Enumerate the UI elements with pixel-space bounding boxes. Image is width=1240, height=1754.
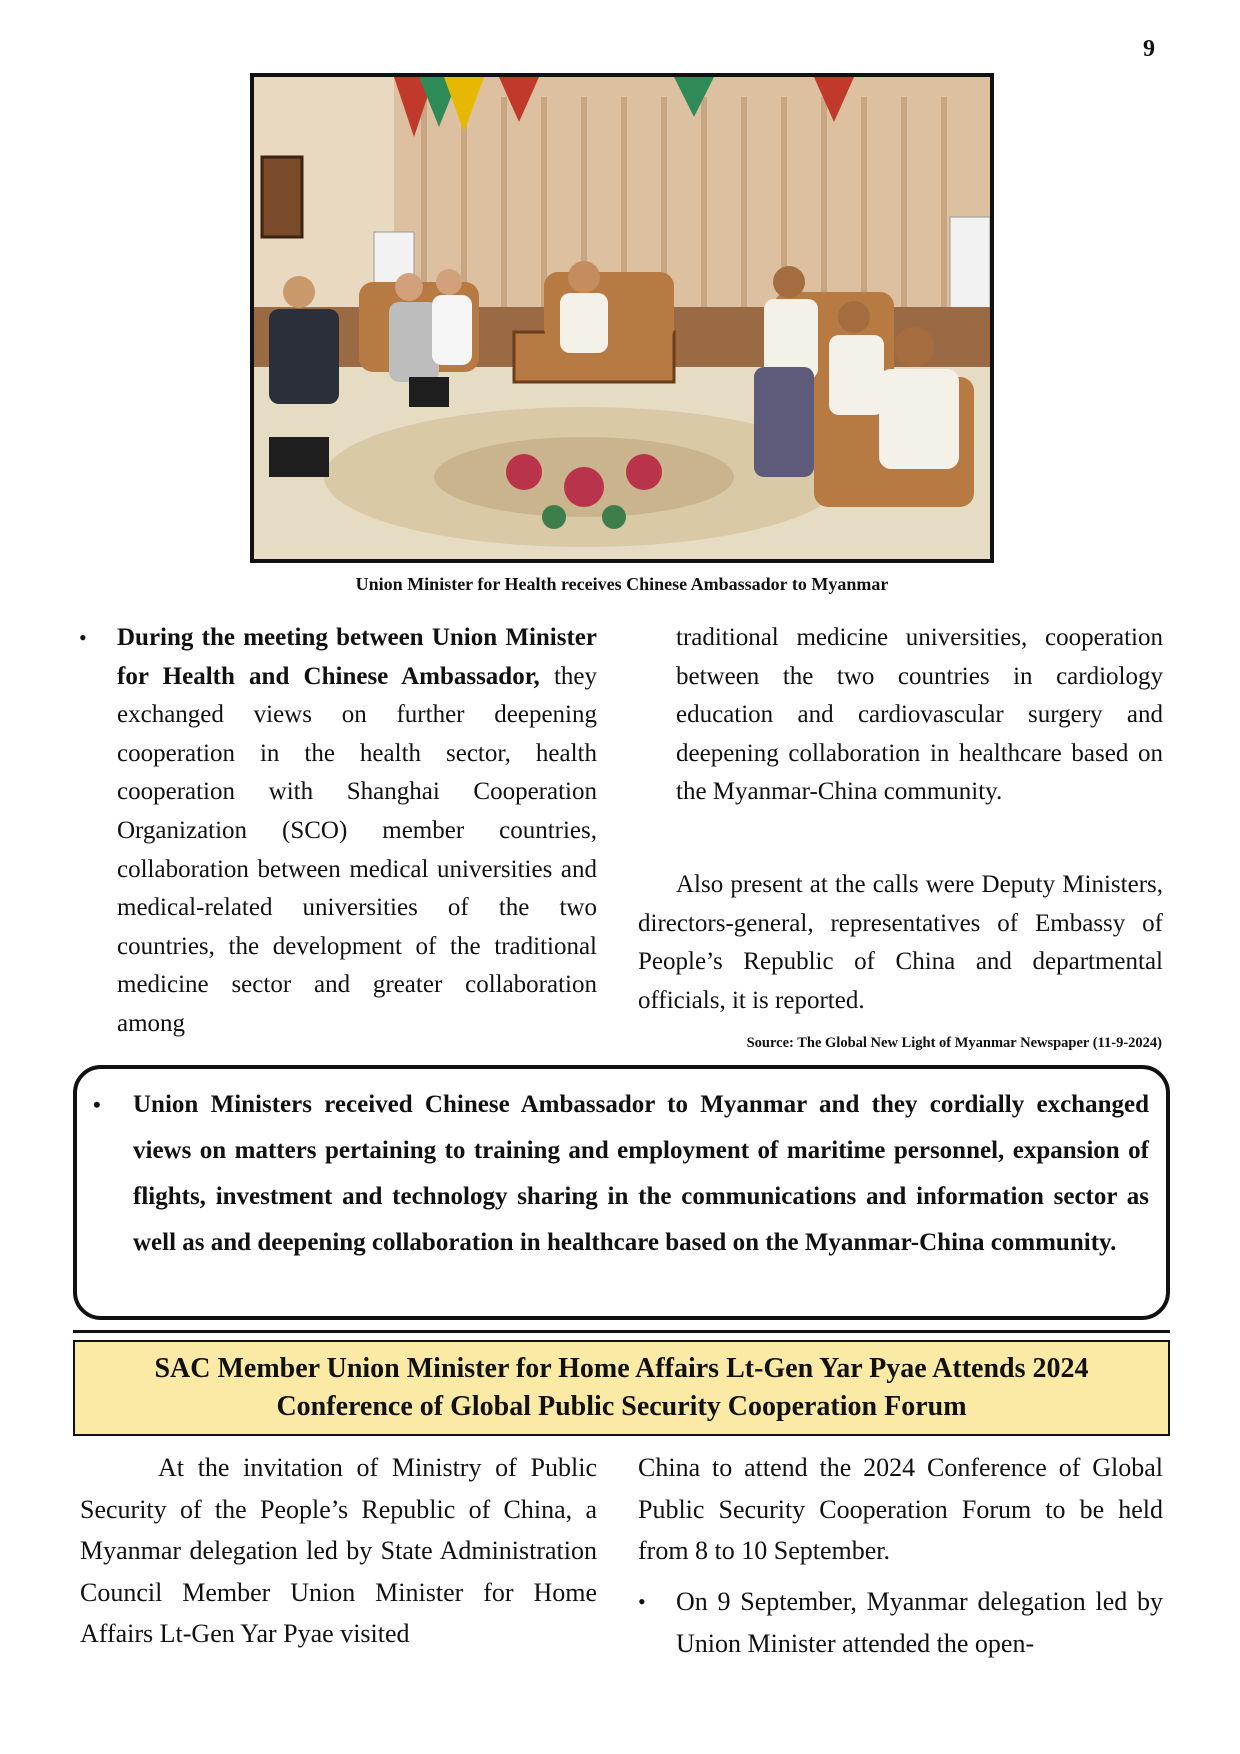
article1-right-column-2: [638, 866, 1163, 1020]
bullet-icon: •: [79, 625, 87, 650]
article2-right-bullet: On 9 September, Myanmar delegation led by Union Minister attended the open-: [676, 1587, 1163, 1658]
article1-right-para2: Also present at the calls were Deputy Ministers, directors-general, representatives of Embassy of People’s Republic of China and departmental officials, it is reported.: [638, 871, 1163, 1014]
highlight-box: [73, 1065, 1170, 1320]
bullet-icon: •: [638, 1589, 646, 1614]
article1-right-para1: traditional medicine universities, cooperation between the two countries in cardiology education and cardiovascular surgery and deepening collaboration in healthcare based on the Myanmar-China community.: [676, 624, 1163, 806]
meeting-photo: [250, 73, 994, 563]
photo-caption: Union Minister for Health receives Chinese Ambassador to Myanmar: [355, 574, 889, 594]
article2-left-column: [80, 1447, 597, 1655]
article1-left-column: [79, 619, 597, 1044]
article2-left-para: At the invitation of Ministry of Public Security of the People’s Republic of China, a Myanmar delegation led by State Administration Council Member Union Minister for Home Affairs Lt-Gen Yar Pyae visited: [80, 1453, 597, 1648]
article1-left-text: they exchanged views on further deepening cooperation in the health sector, health cooperation with Shanghai Cooperation Organization (SCO) member countries, collaboration between medical universities and medical-related universities of the two countries, the development of the traditional medicine sector and greater collaboration among: [117, 662, 597, 1037]
section-rule: [73, 1330, 1170, 1333]
article1-right-column: [676, 619, 1163, 812]
section-heading: [73, 1340, 1170, 1436]
article1-bold-lead: During the meeting between Union Minister for Health and Chinese Ambassador,: [117, 624, 597, 690]
article2-right-para: China to attend the 2024 Conference of Global Public Security Cooperation Forum to be held from 8 to 10 September.: [638, 1453, 1163, 1565]
source-note: Source: The Global New Light of Myanmar Newspaper (11-9-2024): [746, 1035, 1162, 1051]
section-heading-text: SAC Member Union Minister for Home Affairs Lt-Gen Yar Pyae Attends 2024 Conference of Global Public Security Cooperation Forum: [154, 1353, 1089, 1422]
bullet-icon: •: [93, 1092, 101, 1117]
article2-right-column: [638, 1447, 1163, 1572]
article2-bullet: [638, 1581, 1163, 1664]
article2-right-bullet-column: [638, 1581, 1163, 1664]
page-number: 9: [1143, 36, 1155, 62]
highlight-text: Union Ministers received Chinese Ambassador to Myanmar and they cordially exchanged views on matters pertaining to training and employment of maritime personnel, expansion of flights, investment and technology sharing in the communications and information sector as well as and deepening collaboration in healthcare based on the Myanmar-China community.: [133, 1091, 1149, 1256]
article1-bullet: [79, 619, 597, 1044]
